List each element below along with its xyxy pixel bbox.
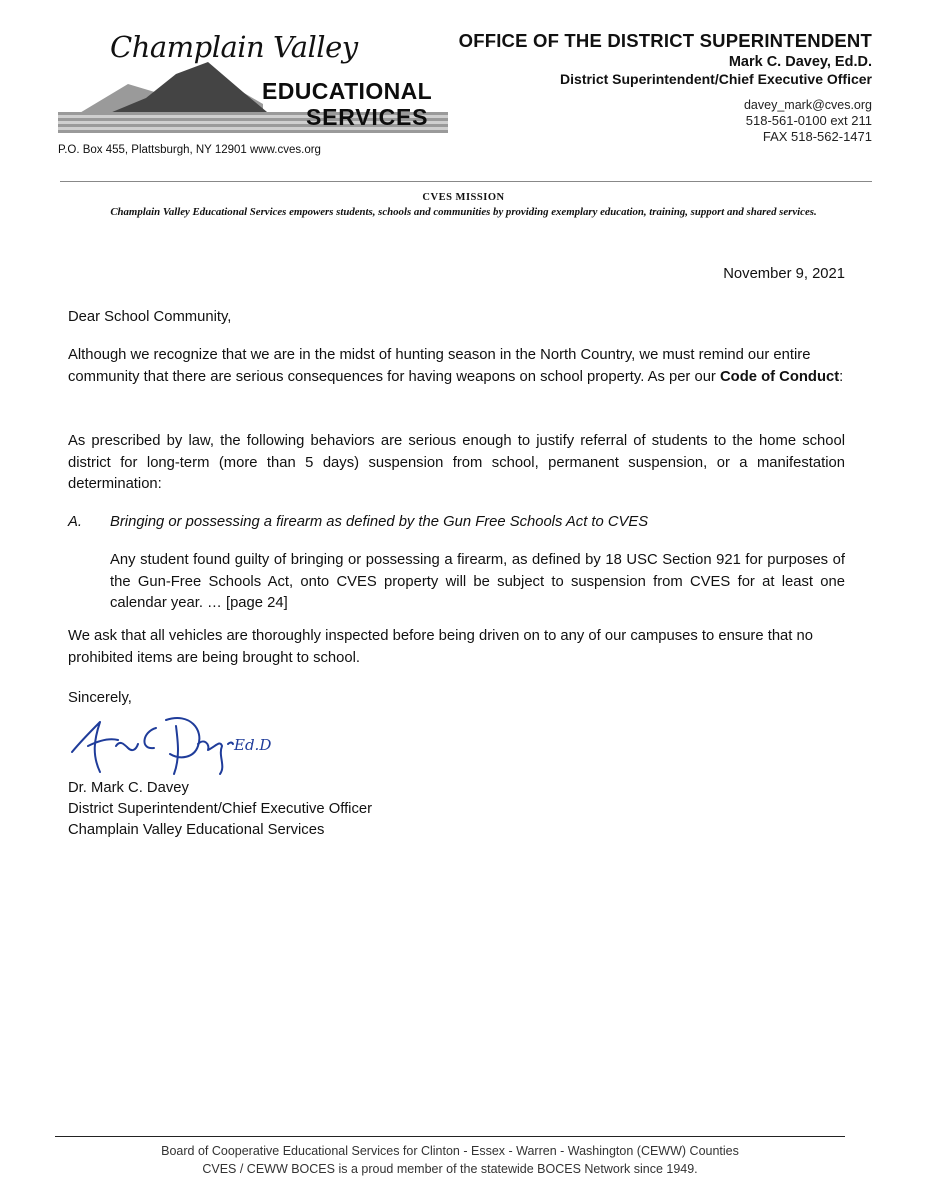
office-fax: FAX 518-562-1471	[762, 129, 872, 144]
footer-line-2: CVES / CEWW BOCES is a proud member of the statewide BOCES Network since 1949.	[202, 1162, 698, 1176]
item-label: A.	[68, 514, 82, 530]
footer-line-1: Board of Cooperative Educational Services for Clinton - Essex - Warren - Washington (CEWW) Counties	[161, 1144, 739, 1158]
handwritten-signature	[70, 710, 290, 785]
svg-text:Ed.D: Ed.D	[234, 736, 272, 754]
office-phone: 518-561-0100 ext 211	[745, 113, 872, 128]
office-email[interactable]: davey_mark@cves.org	[743, 98, 872, 112]
signature-org: Champlain Valley Educational Services	[68, 822, 325, 838]
mission-text: Champlain Valley Educational Services empowers students, schools and communities by providing exemplary education, training, support and shared services.	[110, 206, 817, 218]
office-block	[459, 30, 872, 144]
superintendent-role: District Superintendent/Chief Executive Officer	[560, 71, 872, 87]
paragraph-1-text: Although we recognize that we are in the midst of hunting season in the North Country, we must remind our entire community that there are serious consequences for having weapons on school property. As per our	[68, 347, 811, 385]
item-title: Bringing or possessing a firearm as defined by the Gun Free Schools Act to CVES	[110, 514, 649, 530]
mission-block	[55, 192, 872, 218]
footer-divider	[55, 1136, 845, 1137]
item-body: Any student found guilty of bringing or possessing a firearm, as defined by 18 USC Section 921 for purposes of the Gun-Free Schools Act, onto CVES property will be subject to suspension from CVES for at least one calendar year. … [page 24]	[110, 552, 845, 611]
paragraph-1-end: :	[839, 368, 844, 385]
logo-script-text: Champlain Valley	[110, 30, 358, 64]
logo-educational-text: EDUCATIONAL	[262, 78, 433, 104]
paragraph-3: We ask that all vehicles are thoroughly inspected before being driven on to any of our campuses to ensure that no prohibited items are being brought to school.	[68, 628, 813, 666]
signature-name: Dr. Mark C. Davey	[68, 780, 189, 796]
paragraph-1	[68, 345, 845, 388]
letterhead-address: P.O. Box 455, Plattsburgh, NY 12901 www.cves.org	[58, 144, 321, 156]
greeting: Dear School Community,	[68, 309, 232, 325]
letter-date: November 9, 2021	[723, 266, 845, 282]
header-divider	[60, 181, 872, 182]
mission-title: CVES MISSION	[422, 192, 505, 203]
code-of-conduct-bold: Code of Conduct	[719, 368, 840, 385]
signature-title: District Superintendent/Chief Executive Officer	[68, 801, 373, 817]
cves-logo	[58, 22, 450, 162]
office-title: OFFICE OF THE DISTRICT SUPERINTENDENT	[458, 30, 872, 51]
closing: Sincerely,	[68, 690, 132, 706]
superintendent-name: Mark C. Davey, Ed.D.	[728, 54, 872, 70]
footer	[55, 1142, 845, 1178]
logo-services-text: SERVICES	[306, 104, 429, 130]
paragraph-2: As prescribed by law, the following behaviors are serious enough to justify referral of students to the home school district for long-term (more than 5 days) suspension from school, permanent suspension, or a manifestation determination:	[68, 433, 845, 492]
